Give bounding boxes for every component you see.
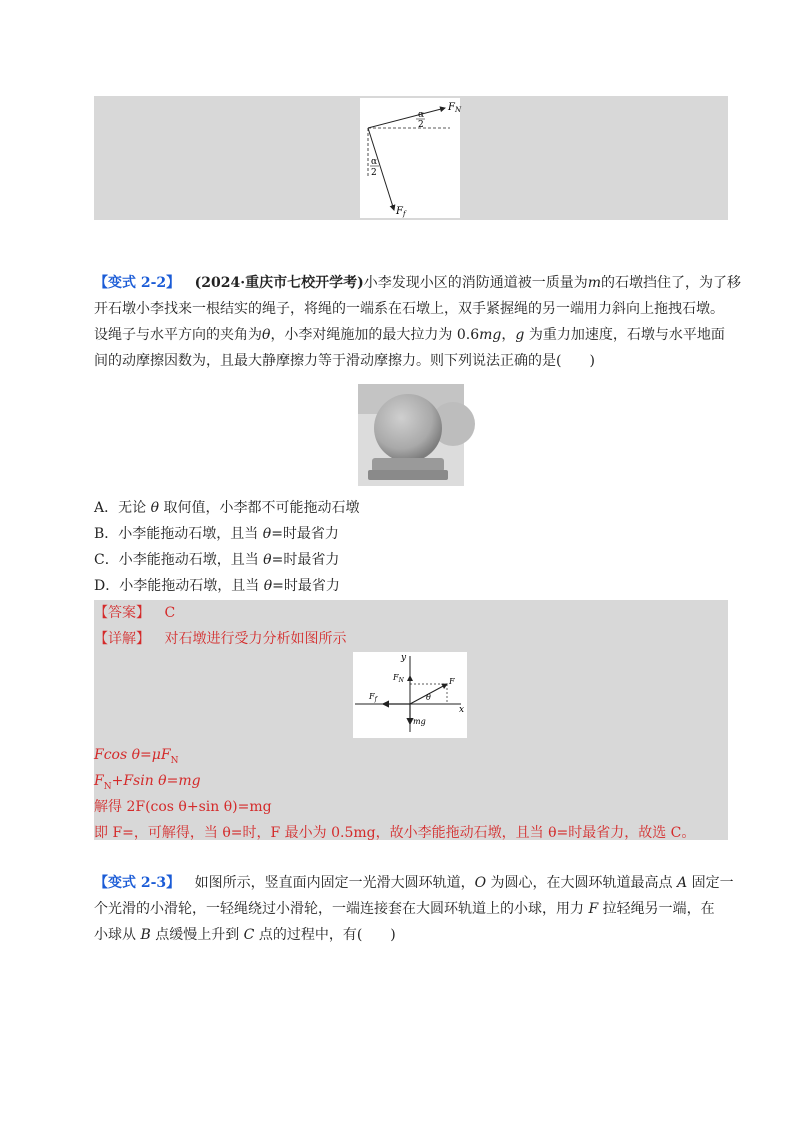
option-a[interactable]: A．无论 θ 取何值，小李都不可能拖动石墩	[94, 500, 360, 516]
force-diagram-1	[360, 98, 460, 218]
q23-line-1: 【变式 2-3】 如图所示，竖直面内固定一光滑大圆环轨道，O 为圆心，在大圆环轨道最高点 A 固定一	[94, 875, 734, 891]
q22-line-4: 间的动摩擦因数为，且最大静摩擦力等于滑动摩擦力。则下列说法正确的是( )	[94, 353, 595, 369]
solution-eq3: 解得 2F(cos θ+sin θ)=mg	[94, 799, 272, 815]
option-c[interactable]: C．小李能拖动石墩，且当 θ=时最省力	[94, 552, 340, 568]
q23-line-2: 个光滑的小滑轮，一轻绳绕过小滑轮，一端连接套在大圆环轨道上的小球，用力 F 拉轻绳另一端，在	[94, 901, 715, 917]
option-b[interactable]: B．小李能拖动石墩，且当 θ=时最省力	[94, 526, 339, 542]
answer-line	[94, 600, 714, 626]
force-diagram-2-svg	[353, 652, 467, 738]
solution-eq1: Fcos $\theta=\mu F_N$	[94, 747, 179, 766]
answer-label: 【答案】	[94, 605, 150, 621]
stone-pier-photo	[358, 384, 464, 486]
theta-label: θ	[426, 693, 431, 702]
detail-line	[94, 626, 714, 652]
alpha-label-left: α	[371, 157, 378, 167]
option-d[interactable]: D．小李能拖动石墩，且当 θ=时最省力	[94, 578, 340, 594]
two-label-left: 2	[371, 168, 377, 178]
x-axis-label: x	[459, 705, 465, 715]
solution-eq2: $F_N+Fsin$ θ=mg	[94, 773, 201, 792]
detail-text: 对石墩进行受力分析如图所示	[164, 631, 347, 647]
two-label-top: 2	[418, 120, 424, 130]
ff-label-2: $F_f$	[369, 692, 377, 703]
q22-line-2: 开石墩小李找来一根结实的绳子，将绳的一端系在石墩上，双手紧握绳的另一端用力斜向上拖拽石墩。	[94, 301, 724, 317]
f-label: F	[449, 677, 455, 686]
fn-vector	[368, 108, 445, 128]
q22-line-3: 设绳子与水平方向的夹角为θ，小李对绳施加的最大拉力为 0.6mg，g 为重力加速度，石墩与水平地面	[94, 327, 725, 343]
y-axis-label: y	[401, 653, 407, 663]
solution-eq4: 即 F=，可解得，当 θ=时，F 最小为 0.5mg，故小李能拖动石墩，且当 θ=时最省力，故选 C。	[94, 825, 696, 841]
q22-tag: 【变式 2-2】	[94, 275, 181, 291]
answer-value: C	[164, 605, 176, 621]
force-diagram-2	[353, 652, 467, 738]
ff-label: $F_f$	[396, 206, 406, 218]
q23-tag: 【变式 2-3】	[94, 875, 181, 891]
detail-label: 【详解】	[94, 631, 150, 647]
fn-label: $F_N$	[448, 102, 462, 114]
fn-label-2: $F_N$	[393, 673, 404, 684]
mg-label: mg	[413, 717, 426, 726]
alpha-label-top: α	[418, 110, 425, 120]
force-diagram-1-svg	[360, 98, 460, 218]
q22-source: (2024·重庆市七校开学考)	[194, 275, 364, 291]
q23-line-3: 小球从 B 点缓慢上升到 C 点的过程中，有( )	[94, 927, 396, 943]
q22-line-1: 【变式 2-2】 (2024·重庆市七校开学考)小李发现小区的消防通道被一质量为m的石墩挡住了，为了移	[94, 275, 741, 291]
